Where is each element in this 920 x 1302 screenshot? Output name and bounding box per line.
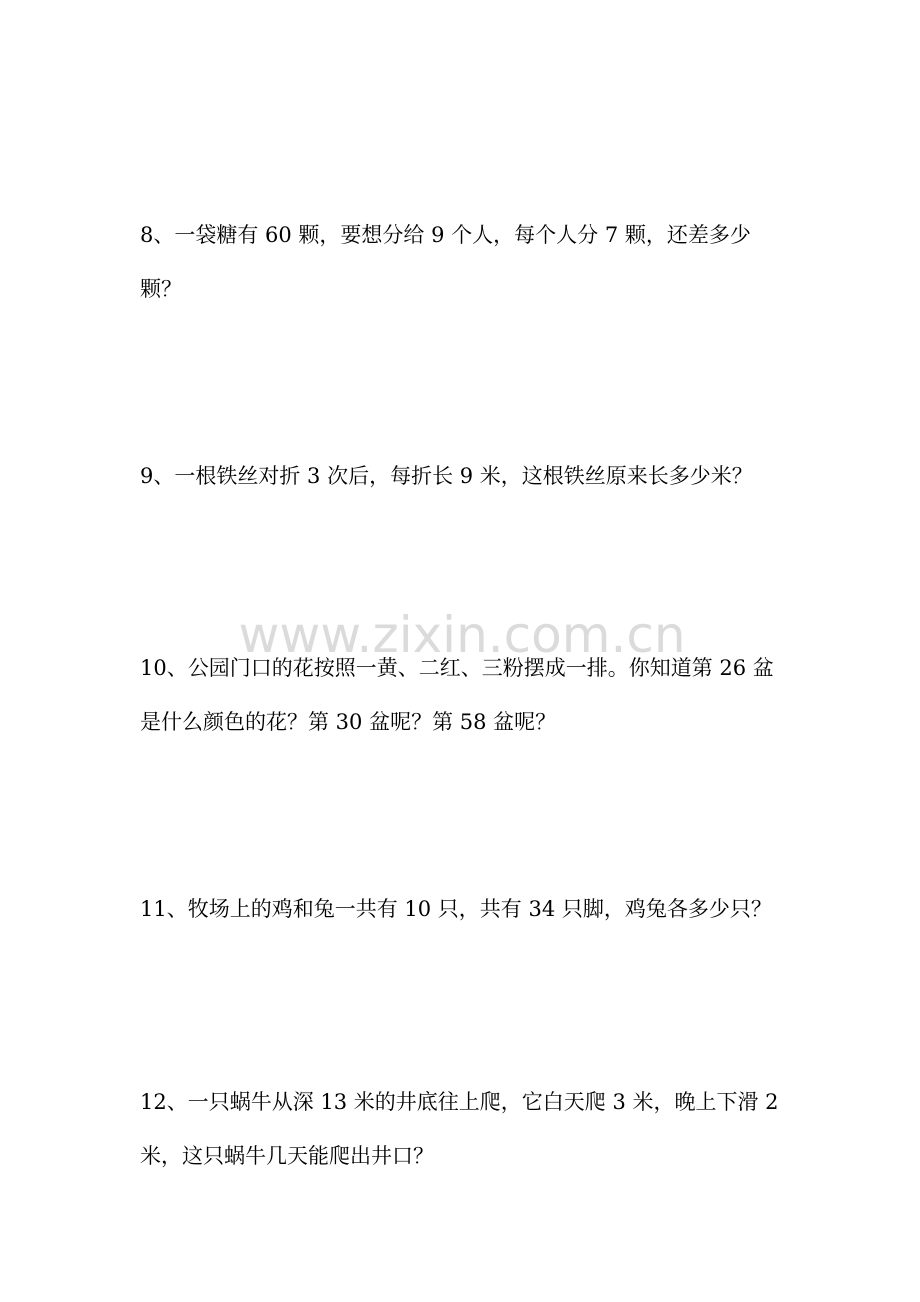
watermark: www.zixin.com.cn: [238, 606, 686, 664]
question-8: 8、一袋糖有 60 颗，要想分给 9 个人，每个人分 7 颗，还差多少颗？: [140, 223, 751, 301]
question-11: 11、牧场上的鸡和兔一共有 10 只，共有 34 只脚，鸡兔各多少只？: [140, 897, 772, 921]
question-9: 9、一根铁丝对折 3 次后，每折长 9 米，这根铁丝原来长多少米？: [140, 464, 753, 488]
question-10: 10、公园门口的花按照一黄、二红、三粉摆成一排。你知道第 26 盆是什么颜色的花？第 30 盆呢？第 58 盆呢？: [140, 656, 774, 734]
question-12: 12、一只蜗牛从深 13 米的井底往上爬，它白天爬 3 米，晚上下滑 2 米，这只蜗牛几天能爬出井口？: [140, 1090, 779, 1168]
